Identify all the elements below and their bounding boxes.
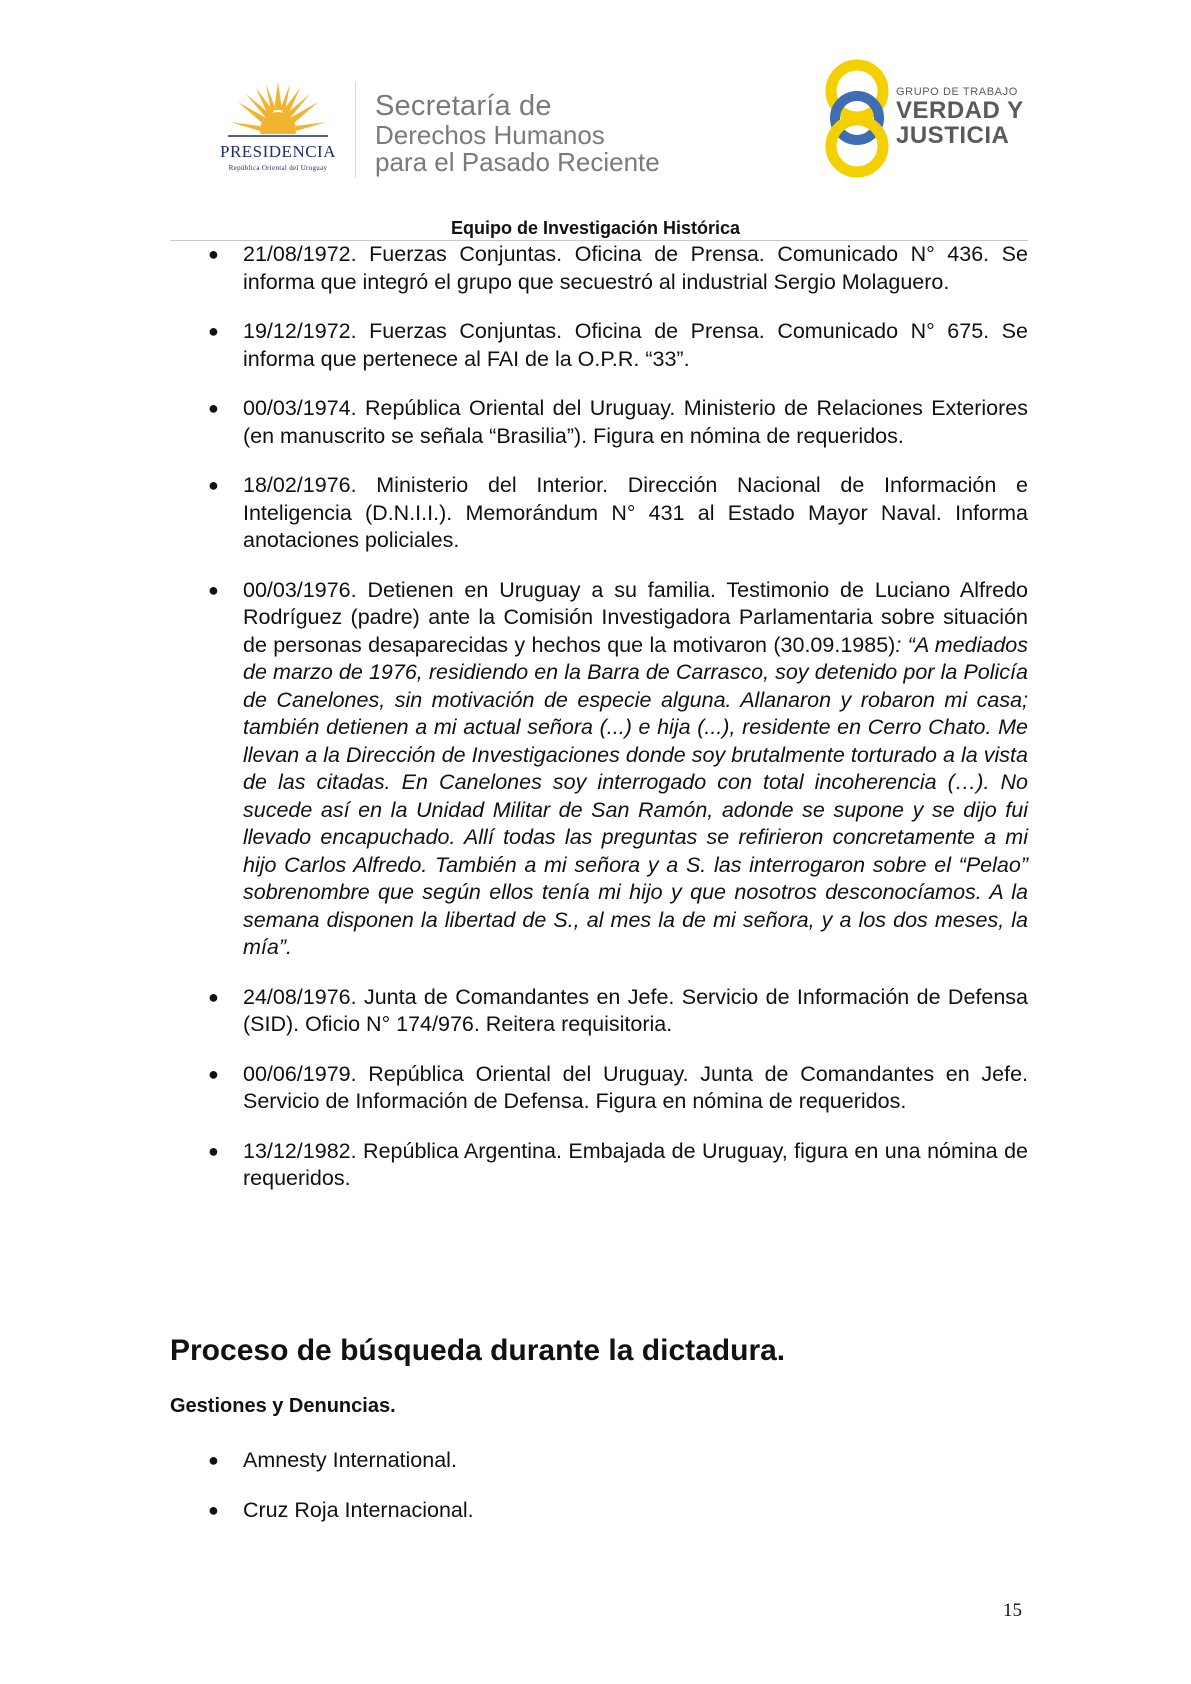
bullet-icon: ● [208, 1063, 219, 1084]
list-item [170, 1447, 1028, 1475]
presidencia-logo [198, 80, 358, 180]
bullet-icon: ● [208, 475, 219, 495]
secretaria-title [375, 90, 735, 176]
entry-text: 19/12/1972. Fuerzas Conjuntas. Oficina de Prensa. Comunicado N° 675. Se informa que pertenece al FAI de la O.P.R. “33”. [243, 319, 1028, 371]
list-item [170, 1497, 1028, 1525]
bullet-icon: ● [208, 1499, 219, 1520]
verdad-justicia-text [896, 86, 1024, 148]
list-item [170, 318, 1028, 373]
list-item [170, 472, 1028, 555]
bullet-icon: ● [208, 398, 219, 418]
bullet-icon: ● [208, 321, 219, 341]
entry-text: 24/08/1976. Junta de Comandantes en Jefe. Servicio de Información de Defensa (SID). Oficio N° 174/976. Reitera requisitoria. [243, 984, 1028, 1036]
header-divider [355, 82, 356, 178]
list-item [170, 1061, 1028, 1116]
presidencia-subtitle: República Oriental del Uruguay [228, 164, 328, 172]
bullet-icon: ● [208, 1140, 219, 1161]
secretaria-line-3: para el Pasado Reciente [375, 147, 660, 177]
entry-text: 13/12/1982. República Argentina. Embajada de Uruguay, figura en una nómina de requeridos. [243, 1138, 1028, 1190]
secretaria-line-1: Secretaría de [375, 90, 552, 122]
entry-text: Cruz Roja Internacional. [243, 1497, 474, 1522]
bullet-icon: ● [208, 579, 219, 600]
verdad-justicia-logo [822, 56, 1042, 186]
entry-text: 18/02/1976. Ministerio del Interior. Dirección Nacional de Información e Inteligencia (D.N.I.I.). Memorándum N° 431 al Estado Mayor Naval. Informa anotaciones policiales. [243, 473, 1028, 552]
list-item [170, 241, 1028, 296]
team-title: Equipo de Investigación Histórica [450, 218, 741, 238]
bullet-icon: ● [208, 244, 219, 264]
vyj-line-1: VERDAD Y [896, 97, 1024, 124]
list-item [170, 984, 1028, 1039]
list-item [170, 1138, 1028, 1193]
rings-icon [822, 56, 892, 181]
secretaria-line-2: Derechos Humanos [375, 120, 605, 150]
bullet-icon: ● [208, 1450, 219, 1470]
list-item [170, 395, 1028, 450]
entry-text: Amnesty International. [243, 1448, 457, 1472]
testimony-quote: : “A mediados de marzo de 1976, residiendo en la Barra de Carrasco, soy detenido por la Policía de Canelones, sin motivación de especie alguna. Allanaron y robaron mi casa; también detienen a mi actual señora (...) e hija (...), residente en Cerro Chato. Me llevan a la Dirección de Investigaciones donde soy brutalmente torturado a la vista de las citadas. En Canelones soy interrogado con total incoherencia (…). No sucede así en la Unidad Militar de San Ramón, adonde se supone y se dijo fui llevado encapuchado. Allí todas las preguntas se refirieron concretamente a mi hijo Carlos Alfredo. También a mi señora y a S. las interrogaron sobre el “Pelao” sobrenombre que según ellos tenía mi hijo y que nosotros desconocíamos. A la semana disponen la libertad de S., al mes la de mi señora, y a los dos meses, la mía”. [243, 632, 1028, 959]
bullet-icon: ● [208, 986, 219, 1007]
sun-icon [228, 80, 328, 142]
section-heading: Proceso de búsqueda durante la dictadura. [170, 1334, 786, 1367]
vyj-line-2: JUSTICIA [896, 122, 1010, 149]
page-number: 15 [1003, 1600, 1022, 1621]
list-item [170, 577, 1028, 962]
entry-text: 00/03/1976. Detienen en Uruguay a su familia. Testimonio de Luciano Alfredo Rodríguez (padre) ante la Comisión Investigadora Parlamentaria sobre situación de personas desaparecidas y hechos que la motivaron (30.09.1985) [243, 577, 1028, 657]
section-subheading: Gestiones y Denuncias. [170, 1395, 396, 1417]
entry-text: 00/06/1979. República Oriental del Uruguay. Junta de Comandantes en Jefe. Servicio de Información de Defensa. Figura en nómina de requeridos. [243, 1061, 1028, 1113]
chronology-list [170, 241, 1028, 1215]
vyj-small-label: GRUPO DE TRABAJO [896, 86, 1018, 98]
gestiones-list [170, 1447, 1028, 1546]
entry-text: 21/08/1972. Fuerzas Conjuntas. Oficina de Prensa. Comunicado N° 436. Se informa que integró el grupo que secuestró al industrial Sergio Molaguero. [243, 242, 1028, 294]
entry-text: 00/03/1974. República Oriental del Uruguay. Ministerio de Relaciones Exteriores (en manuscrito se señala “Brasilia”). Figura en nómina de requeridos. [243, 396, 1028, 448]
presidencia-name: PRESIDENCIA [219, 142, 336, 161]
